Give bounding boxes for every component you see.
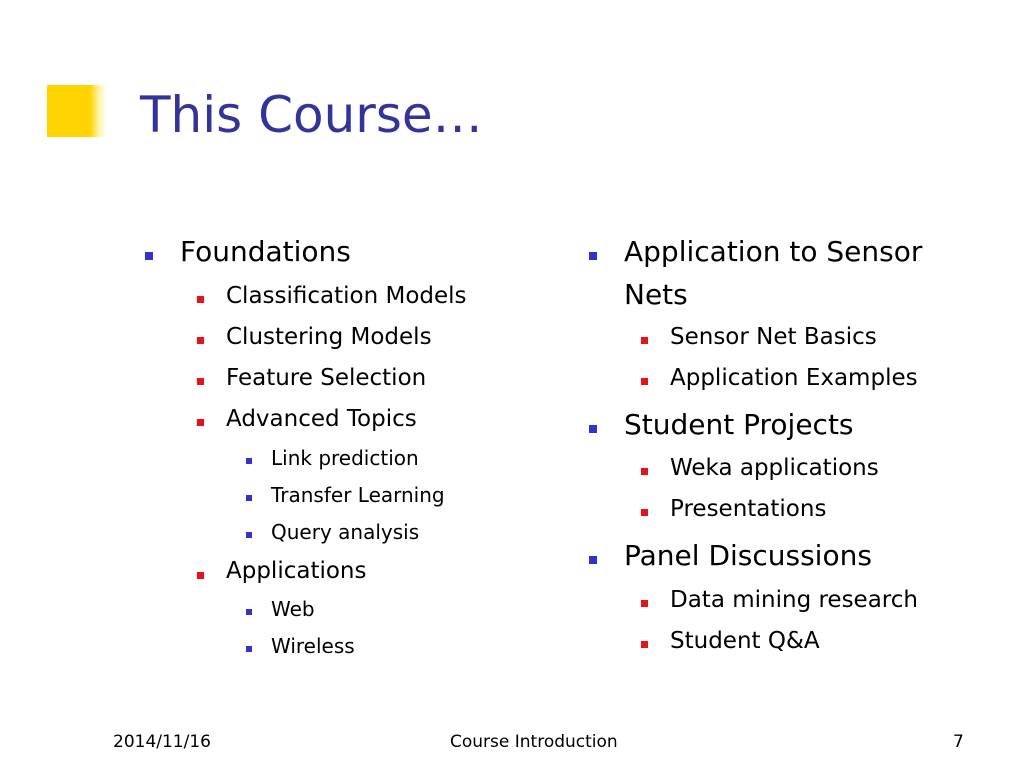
list-item-label: Classification Models [226, 283, 467, 309]
bullet-icon [246, 609, 252, 615]
list-item-label: Clustering Models [226, 324, 432, 350]
bullet-icon [641, 468, 648, 475]
list-item-label: Transfer Learning [271, 483, 445, 507]
list-item-label: Link prediction [271, 446, 419, 470]
list-item-label: Student Projects [624, 408, 854, 441]
bullet-icon [246, 646, 252, 652]
bullet-icon [641, 509, 648, 516]
list-item-label: Panel Discussions [624, 539, 872, 572]
list-item-label: Feature Selection [226, 365, 427, 391]
list-item-label: Web [271, 597, 315, 621]
bullet-icon [197, 378, 204, 385]
bullet-icon [246, 495, 252, 501]
slide-title: This Course… [140, 86, 483, 144]
footer-title: Course Introduction [450, 732, 618, 752]
bullet-icon [589, 556, 597, 564]
bullet-icon [197, 419, 204, 426]
bullet-icon [145, 252, 153, 260]
list-item-label: Applications [226, 558, 367, 584]
list-item-label-line2: Nets [624, 278, 688, 311]
bullet-icon [197, 296, 204, 303]
list-item-label: Wireless [271, 634, 355, 658]
page-number: 7 [953, 732, 964, 752]
bullet-icon [197, 337, 204, 344]
list-item-label-line1: Application to Sensor [624, 235, 923, 268]
list-item-label: Application Examples [670, 365, 918, 391]
list-item-label: Weka applications [670, 455, 879, 481]
bullet-icon [246, 532, 252, 538]
bullet-icon [246, 458, 252, 464]
list-item-label: Sensor Net Basics [670, 324, 877, 350]
list-item-label: Advanced Topics [226, 406, 417, 432]
footer-date: 2014/11/16 [113, 732, 211, 752]
list-item-label: Query analysis [271, 520, 420, 544]
list-item-label: Presentations [670, 496, 827, 522]
list-item-label: Data mining research [670, 587, 918, 613]
bullet-icon [641, 641, 648, 648]
bullet-icon [589, 425, 597, 433]
bullet-icon [641, 337, 648, 344]
bullet-icon [589, 252, 597, 260]
list-item-label: Student Q&A [670, 628, 820, 654]
bullet-icon [641, 378, 648, 385]
bullet-icon [641, 600, 648, 607]
list-item-label: Foundations [180, 235, 351, 268]
bullet-icon [197, 572, 204, 579]
title-accent-block [47, 85, 107, 137]
